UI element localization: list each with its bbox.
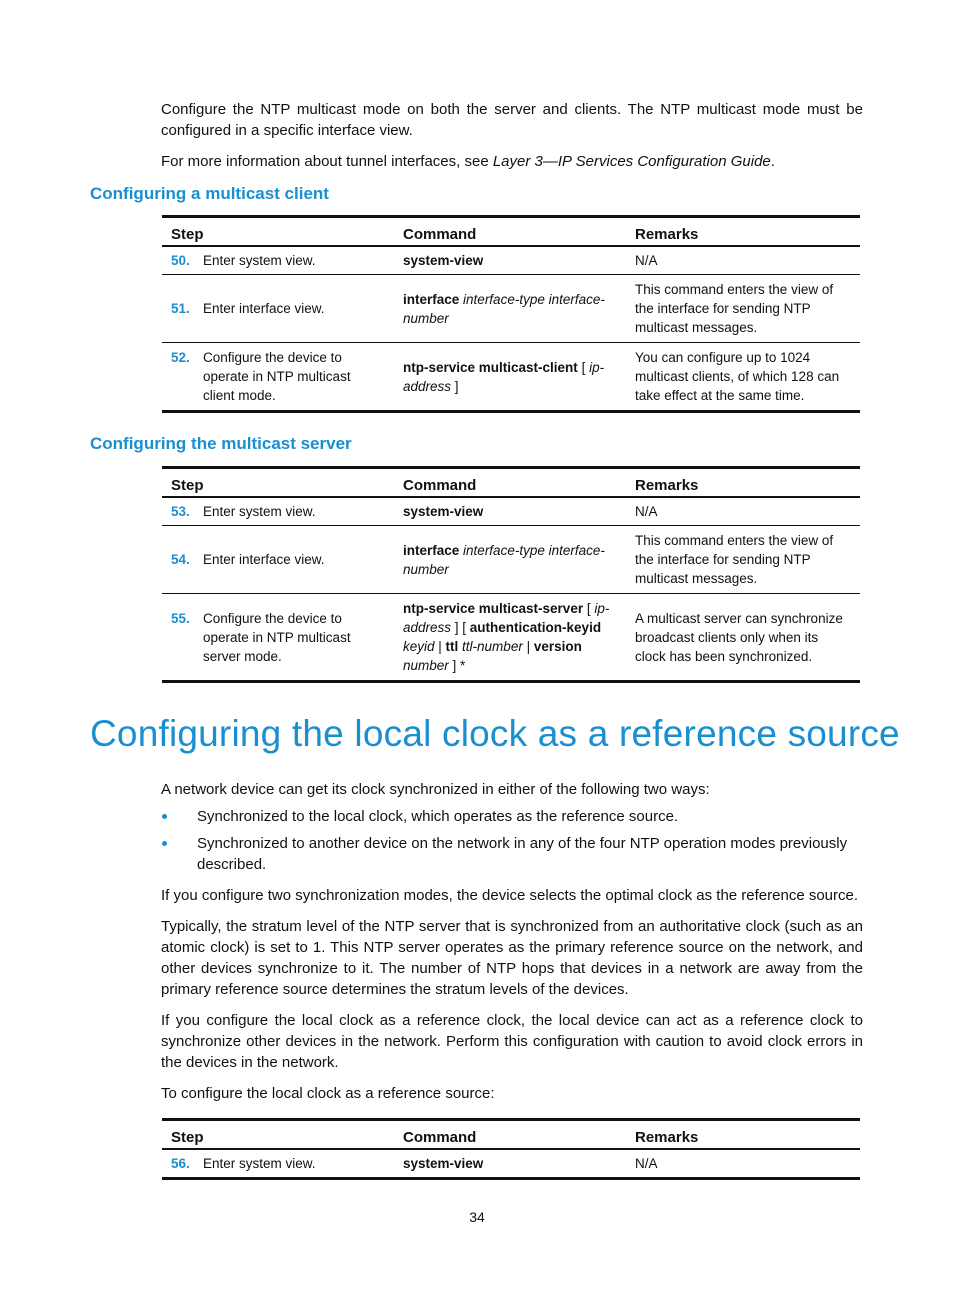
command-cell	[394, 246, 626, 275]
command-argument: interface-type interface-number	[403, 542, 605, 577]
step-description: Enter interface view.	[203, 552, 325, 567]
step-description: Enter system view.	[203, 1156, 316, 1171]
remarks-cell: This command enters the view of the interface for sending NTP multicast messages.	[626, 275, 860, 343]
table-header-row	[162, 1120, 860, 1150]
section-title: Configuring the local clock as a reference source	[90, 713, 900, 754]
main-paragraph-2: If you configure two synchronization modes, the device selects the optimal clock as the reference source.	[161, 887, 859, 904]
header-remarks: Remarks	[626, 217, 860, 247]
step-number: 54.	[171, 552, 190, 567]
table-row	[162, 343, 860, 412]
heading-multicast-client: Configuring a multicast client	[90, 184, 329, 203]
bullet-icon	[162, 814, 167, 819]
list-item	[161, 806, 863, 827]
table-row	[162, 246, 860, 275]
command-syntax: ] [	[451, 620, 470, 635]
command-keyword: authentication-keyid	[469, 620, 602, 635]
command-keyword: interface	[403, 291, 460, 307]
table-row	[162, 497, 860, 526]
step-cell	[162, 246, 394, 275]
heading-multicast-server: Configuring the multicast server	[90, 434, 352, 453]
command-syntax	[601, 620, 605, 635]
table-row	[162, 526, 860, 594]
command-keyword: ntp-service multicast-server	[403, 601, 584, 616]
step-description: Enter system view.	[203, 504, 316, 519]
step-number: 55.	[171, 610, 190, 626]
command-keyword: ntp-service multicast-client	[403, 359, 578, 375]
list-item-text: Synchronized to the local clock, which operates as the reference source.	[197, 808, 679, 825]
command-cell	[394, 275, 626, 343]
main-paragraph-1: A network device can get its clock synchronized in either of the following two ways:	[161, 781, 710, 798]
intro-p2-prefix: For more information about tunnel interfaces, see	[161, 153, 493, 170]
command-argument: number	[403, 658, 449, 673]
step-cell	[162, 594, 394, 682]
table-row	[162, 594, 860, 682]
step-cell	[162, 343, 394, 412]
list-item-text: Synchronized to another device on the network in any of the four NTP operation modes previously described.	[197, 835, 848, 873]
intro-paragraph-1: Configure the NTP multicast mode on both the server and clients. The NTP multicast mode must be configured in a specific interface view.	[161, 101, 863, 139]
step-number: 50.	[171, 253, 190, 268]
table-row	[162, 275, 860, 343]
command-argument: keyid	[403, 639, 435, 654]
remarks-cell: N/A	[626, 497, 860, 526]
remarks-cell: N/A	[635, 1156, 658, 1171]
header-step: Step	[162, 217, 394, 247]
step-number: 52.	[171, 350, 190, 365]
command-syntax: [	[577, 359, 590, 375]
intro-paragraph-2	[161, 151, 863, 172]
remarks-cell: This command enters the view of the interface for sending NTP multicast messages.	[626, 526, 860, 594]
command-argument: interface-type interface-number	[403, 291, 605, 326]
main-paragraph-5: To configure the local clock as a reference source:	[161, 1085, 495, 1102]
header-step: Step	[162, 1120, 394, 1150]
command-cell	[394, 497, 626, 526]
command-syntax: [	[583, 601, 595, 616]
header-command: Command	[394, 217, 626, 247]
header-remarks: Remarks	[626, 468, 860, 498]
header-remarks: Remarks	[626, 1120, 860, 1150]
guide-reference: Layer 3—IP Services Configuration Guide	[492, 153, 771, 170]
command-cell	[394, 343, 626, 412]
step-number: 56.	[171, 1156, 190, 1171]
table-header-row	[162, 468, 860, 498]
step-number: 51.	[171, 301, 190, 316]
bullet-icon	[162, 841, 167, 846]
step-description: Configure the device to operate in NTP multicast client mode.	[203, 350, 351, 403]
command-syntax: |	[434, 639, 446, 654]
command-keyword: system-view	[403, 1156, 484, 1171]
header-command: Command	[394, 1120, 626, 1150]
table-row	[162, 1149, 860, 1179]
command-syntax: |	[522, 639, 534, 654]
main-paragraph-3: Typically, the stratum level of the NTP server that is synchronized from an authoritative clock (such as an atomic clock) is set to 1. This NTP server operates as the primary reference source on the network, and other devices synchronize to it. The number of NTP hops that devices in a network are away from the primary reference source determines the stratum levels of the devices.	[161, 918, 863, 998]
command-syntax: ]	[451, 378, 459, 394]
command-cell	[394, 594, 626, 682]
main-paragraph-4: If you configure the local clock as a reference clock, the local device can act as a reference clock to synchronize other devices in the network. Perform this configuration with caution to avoid clock errors in the devices in the network.	[161, 1012, 863, 1071]
page-number: 34	[469, 1209, 485, 1225]
step-description: Enter interface view.	[203, 301, 325, 316]
sync-ways-list	[161, 806, 863, 881]
command-keyword: ttl	[445, 639, 459, 654]
header-command: Command	[394, 468, 626, 498]
command-argument: ttl-number	[462, 639, 523, 654]
remarks-cell: A multicast server can synchronize broadcast clients only when its clock has been synchronized.	[635, 610, 843, 664]
command-keyword: system-view	[403, 504, 484, 519]
command-syntax	[582, 639, 586, 654]
table-header-row	[162, 217, 860, 247]
step-cell	[162, 275, 394, 343]
step-cell	[162, 526, 394, 594]
step-cell	[162, 1149, 394, 1179]
remarks-cell: You can configure up to 1024 multicast clients, of which 128 can take effect at the same time.	[635, 350, 840, 403]
table-multicast-server	[162, 466, 860, 683]
table-local-clock	[162, 1118, 860, 1180]
command-argument: ip-address	[403, 359, 605, 394]
command-cell	[394, 1149, 626, 1179]
list-item	[161, 833, 863, 875]
command-syntax: ] *	[448, 658, 466, 673]
command-keyword: version	[533, 639, 582, 654]
step-description: Configure the device to operate in NTP multicast server mode.	[203, 610, 351, 664]
step-description: Enter system view.	[203, 253, 316, 268]
step-number: 53.	[171, 504, 190, 519]
command-argument: ip-address	[403, 601, 610, 635]
command-cell	[394, 526, 626, 594]
intro-p2-suffix: .	[770, 153, 775, 170]
header-step: Step	[162, 468, 394, 498]
command-keyword: interface	[403, 542, 460, 558]
table-multicast-client	[162, 215, 860, 413]
step-cell	[162, 497, 394, 526]
remarks-cell: N/A	[626, 246, 860, 275]
command-keyword: system-view	[403, 253, 484, 268]
